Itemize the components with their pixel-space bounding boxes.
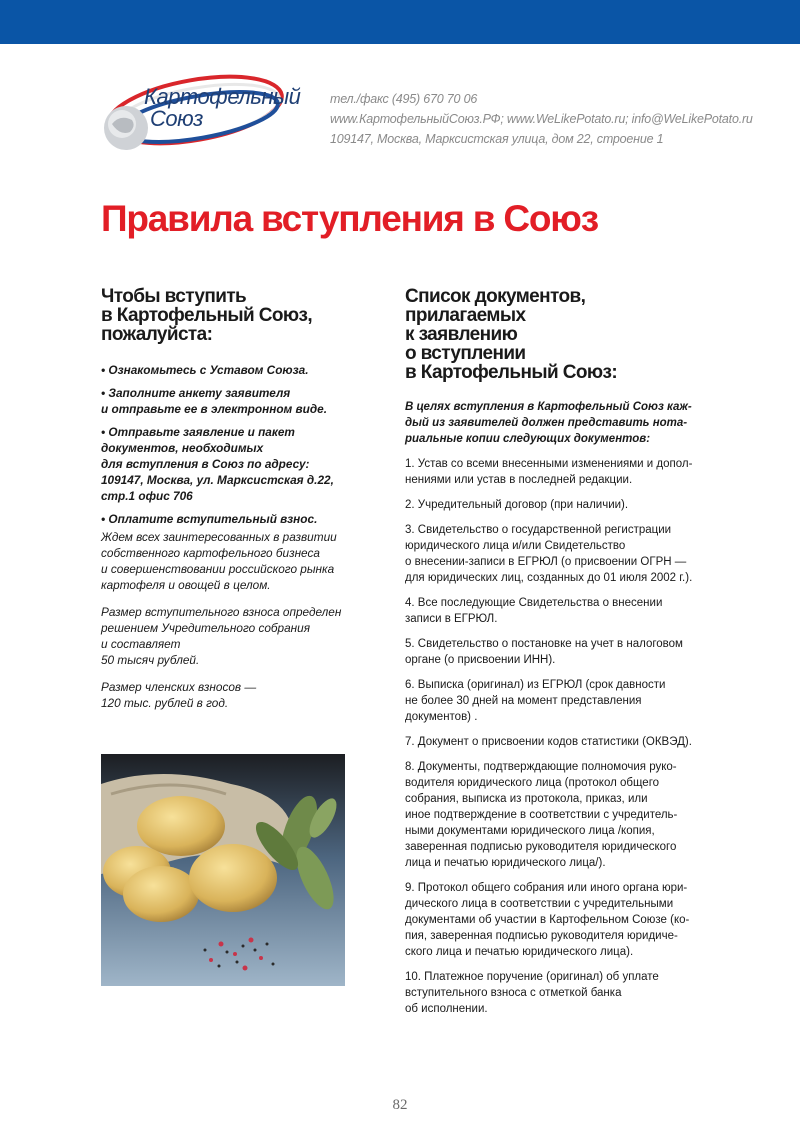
para-line: решением Учредительного собрания — [101, 621, 311, 635]
invite-paragraph — [101, 529, 351, 593]
membership-fee-paragraph — [101, 679, 351, 711]
document-line: 6. Выписка (оригинал) из ЕГРЮЛ (срок давности — [405, 679, 666, 691]
logo-text-line2: Союз — [150, 106, 203, 131]
intro-line: В целях вступления в Картофельный Союз каж- — [405, 401, 692, 413]
contact-web: www.КартофельныйСоюз.РФ; www.WeLikePotato.ru; info@WeLikePotato.ru — [330, 112, 753, 126]
para-line: Размер членских взносов — — [101, 680, 257, 694]
step-line: • Ознакомьтесь с Уставом Союза. — [101, 363, 309, 377]
document-line: ского лица и печатью юридического лица). — [405, 946, 634, 958]
document-line: пия, заверенная подписью руководителя юридиче- — [405, 930, 678, 942]
right-heading — [405, 287, 715, 382]
logo-text — [144, 86, 300, 130]
document-item — [405, 636, 715, 668]
step-line: • Отправьте заявление и пакет — [101, 425, 295, 439]
document-line: лица и печатью юридического лица/). — [405, 857, 606, 869]
intro-line: риальные копии следующих документов: — [405, 433, 651, 445]
document-item — [405, 880, 715, 960]
document-item — [405, 456, 715, 488]
document-line: документов) . — [405, 711, 478, 723]
document-item — [405, 522, 715, 586]
contacts-block — [330, 89, 770, 149]
right-heading-line: Список документов, — [405, 286, 586, 307]
step-line: и отправьте ее в электронном виде. — [101, 402, 328, 416]
step-line: • Заполните анкету заявителя — [101, 386, 291, 400]
step-line: для вступления в Союз по адресу: — [101, 457, 310, 471]
right-heading-line: о вступлении — [405, 343, 526, 364]
step-line: 109147, Москва, ул. Марксистская д.22, — [101, 473, 334, 487]
document-line: 9. Протокол общего собрания или иного органа юри- — [405, 882, 688, 894]
entry-fee-paragraph — [101, 604, 351, 668]
right-heading-line: прилагаемых — [405, 305, 526, 326]
document-line: 5. Свидетельство о постановке на учет в налоговом — [405, 638, 683, 650]
potatoes-photo — [101, 754, 345, 986]
documents-intro — [405, 399, 715, 447]
document-item — [405, 677, 715, 725]
intro-line: дый из заявителей должен представить нота- — [405, 417, 688, 429]
document-line: документами об участии в Картофельном Союзе (ко- — [405, 914, 690, 926]
para-line: и составляет — [101, 637, 181, 651]
para-line: Ждем всех заинтересованных в развитии — [101, 530, 337, 544]
top-color-bar — [0, 0, 800, 44]
join-steps — [101, 362, 351, 711]
document-line: записи в ЕГРЮЛ. — [405, 613, 498, 625]
document-line: для юридических лиц, созданных до 01 июля 2002 г.). — [405, 572, 693, 584]
step-line: • Оплатите вступительный взнос. — [101, 512, 318, 526]
document-line: 8. Документы, подтверждающие полномочия руко- — [405, 761, 677, 773]
contact-address: 109147, Москва, Марксистская улица, дом 22, строение 1 — [330, 132, 664, 146]
left-heading — [101, 287, 351, 344]
contact-phone: тел./факс (495) 670 70 06 — [330, 92, 478, 106]
documents-list — [405, 456, 715, 1017]
document-line: 4. Все последующие Свидетельства о внесении — [405, 597, 663, 609]
document-item — [405, 497, 715, 513]
step-line: стр.1 офис 706 — [101, 489, 193, 503]
step-item — [101, 385, 351, 417]
document-item — [405, 759, 715, 871]
step-item — [101, 424, 351, 504]
potatoes-illustration — [101, 754, 345, 986]
document-line: 2. Учредительный договор (при наличии). — [405, 499, 629, 511]
right-heading-line: к заявлению — [405, 324, 518, 345]
logo — [98, 66, 301, 158]
page-number: 82 — [392, 1097, 408, 1113]
left-heading-line: в Картофельный Союз, — [101, 305, 312, 326]
document-line: о внесении-записи в ЕГРЮЛ (о присвоении ОГРН — — [405, 556, 687, 568]
document-item — [405, 595, 715, 627]
document-line: водителя юридического лица (протокол общего — [405, 777, 660, 789]
right-column — [405, 287, 715, 1026]
para-line: собственного картофельного бизнеса — [101, 546, 320, 560]
right-heading-line: в Картофельный Союз: — [405, 362, 618, 383]
document-item — [405, 734, 715, 750]
document-line: 10. Платежное поручение (оригинал) об уплате — [405, 971, 659, 983]
document-line: нениями или устав в последней редакции. — [405, 474, 633, 486]
para-line: 120 тыс. рублей в год. — [101, 696, 229, 710]
document-line: дического лица в соответствии с учредительными — [405, 898, 674, 910]
document-line: органе (о присвоении ИНН). — [405, 654, 556, 666]
para-line: картофеля и овощей в целом. — [101, 578, 271, 592]
document-line: 3. Свидетельство о государственной регистрации — [405, 524, 672, 536]
document-line: вступительного взноса с отметкой банка — [405, 987, 622, 999]
left-heading-line: пожалуйста: — [101, 324, 213, 345]
logo-text-line1: Картофельный — [144, 84, 301, 109]
step-line: документов, необходимых — [101, 441, 264, 455]
document-line: ными документами юридического лица /копия, — [405, 825, 655, 837]
para-line: Размер вступительного взноса определен — [101, 605, 342, 619]
document-item — [405, 969, 715, 1017]
document-line: собрания, выписка из протокола, приказ, или — [405, 793, 648, 805]
document-line: юридического лица и/или Свидетельство — [405, 540, 626, 552]
para-line: и совершенствовании российского рынка — [101, 562, 335, 576]
document-line: заверенная подписью руководителя юридического — [405, 841, 677, 853]
para-line: 50 тысяч рублей. — [101, 653, 200, 667]
step-item — [101, 511, 351, 527]
document-line: 1. Устав со всеми внесенными изменениями и допол- — [405, 458, 693, 470]
document-line: не более 30 дней на момент представления — [405, 695, 642, 707]
document-line: об исполнении. — [405, 1003, 488, 1015]
step-item — [101, 362, 351, 378]
left-heading-line: Чтобы вступить — [101, 286, 247, 307]
left-column — [101, 287, 351, 722]
document-line: 7. Документ о присвоении кодов статистики (ОКВЭД). — [405, 736, 692, 748]
document-line: иное подтверждение в соответствии с учредитель- — [405, 809, 678, 821]
page-title: Правила вступления в Союз — [101, 198, 598, 239]
